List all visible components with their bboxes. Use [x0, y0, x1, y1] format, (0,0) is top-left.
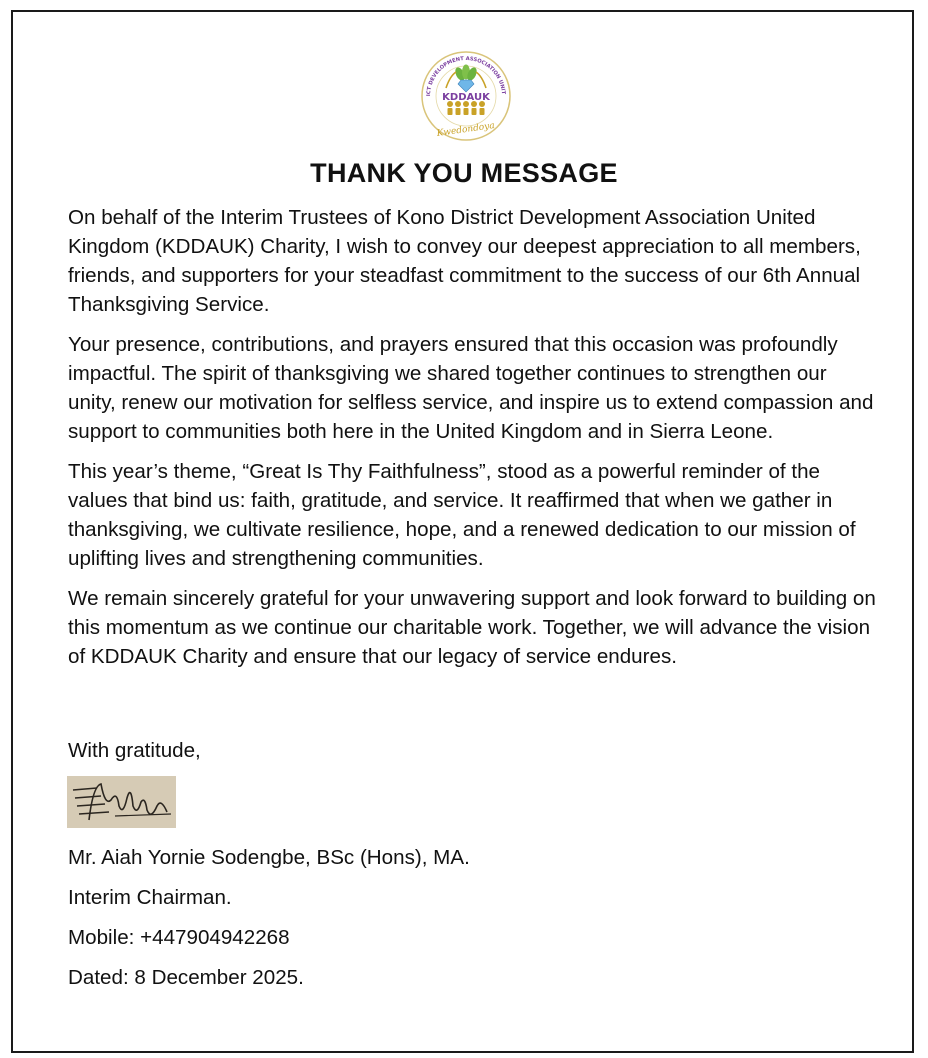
message-body: [68, 203, 878, 682]
signatory-role: Interim Chairman.: [68, 886, 232, 909]
page-title: THANK YOU MESSAGE: [310, 158, 618, 188]
paragraph-1: On behalf of the Interim Trustees of Kono District Development Association United Kingdom (KDDAUK) Charity, I wish to convey our deepest appreciation to all members, friends, and supporters for your steadfast commitment to the success of our 6th Annual Thanksgiving Service.: [68, 206, 861, 316]
paragraph-4: We remain sincerely grateful for your unwavering support and look forward to building on this momentum as we continue our charitable work. Together, we will advance the vision of KDDAUK Charity and ensure that our legacy of service endures.: [68, 587, 876, 668]
closing-line: With gratitude,: [68, 739, 201, 762]
signatory-mobile: Mobile: +447904942268: [68, 926, 290, 949]
kddauk-logo: [420, 48, 512, 144]
signatory-name: Mr. Aiah Yornie Sodengbe, BSc (Hons), MA.: [68, 846, 470, 869]
document-date: Dated: 8 December 2025.: [68, 966, 304, 989]
logo-motto: Kwedondoya: [436, 121, 496, 140]
logo-acronym: KDDAUK: [442, 92, 490, 103]
handwritten-signature: [67, 776, 176, 828]
svg-text:KONO DISTRICT DEVELOPMENT ASSO: ICT DEVELOPMENT ASSOCIATION UNIT: [425, 55, 506, 97]
paragraph-3: This year’s theme, “Great Is Thy Faithfulness”, stood as a powerful reminder of the values that bind us: faith, gratitude, and service. It reaffirmed that when we gather in thanksgiving, we cultivate resilience, hope, and a renewed dedication to our mission of uplifting lives and strengthening communities.: [68, 460, 856, 570]
paragraph-2: Your presence, contributions, and prayers ensured that this occasion was profoundly impactful. The spirit of thanksgiving we shared together continues to strengthen our unity, renew our motivation for selfless service, and inspire us to extend compassion and support to communities both here in the United Kingdom and in Sierra Leone.: [68, 333, 874, 443]
